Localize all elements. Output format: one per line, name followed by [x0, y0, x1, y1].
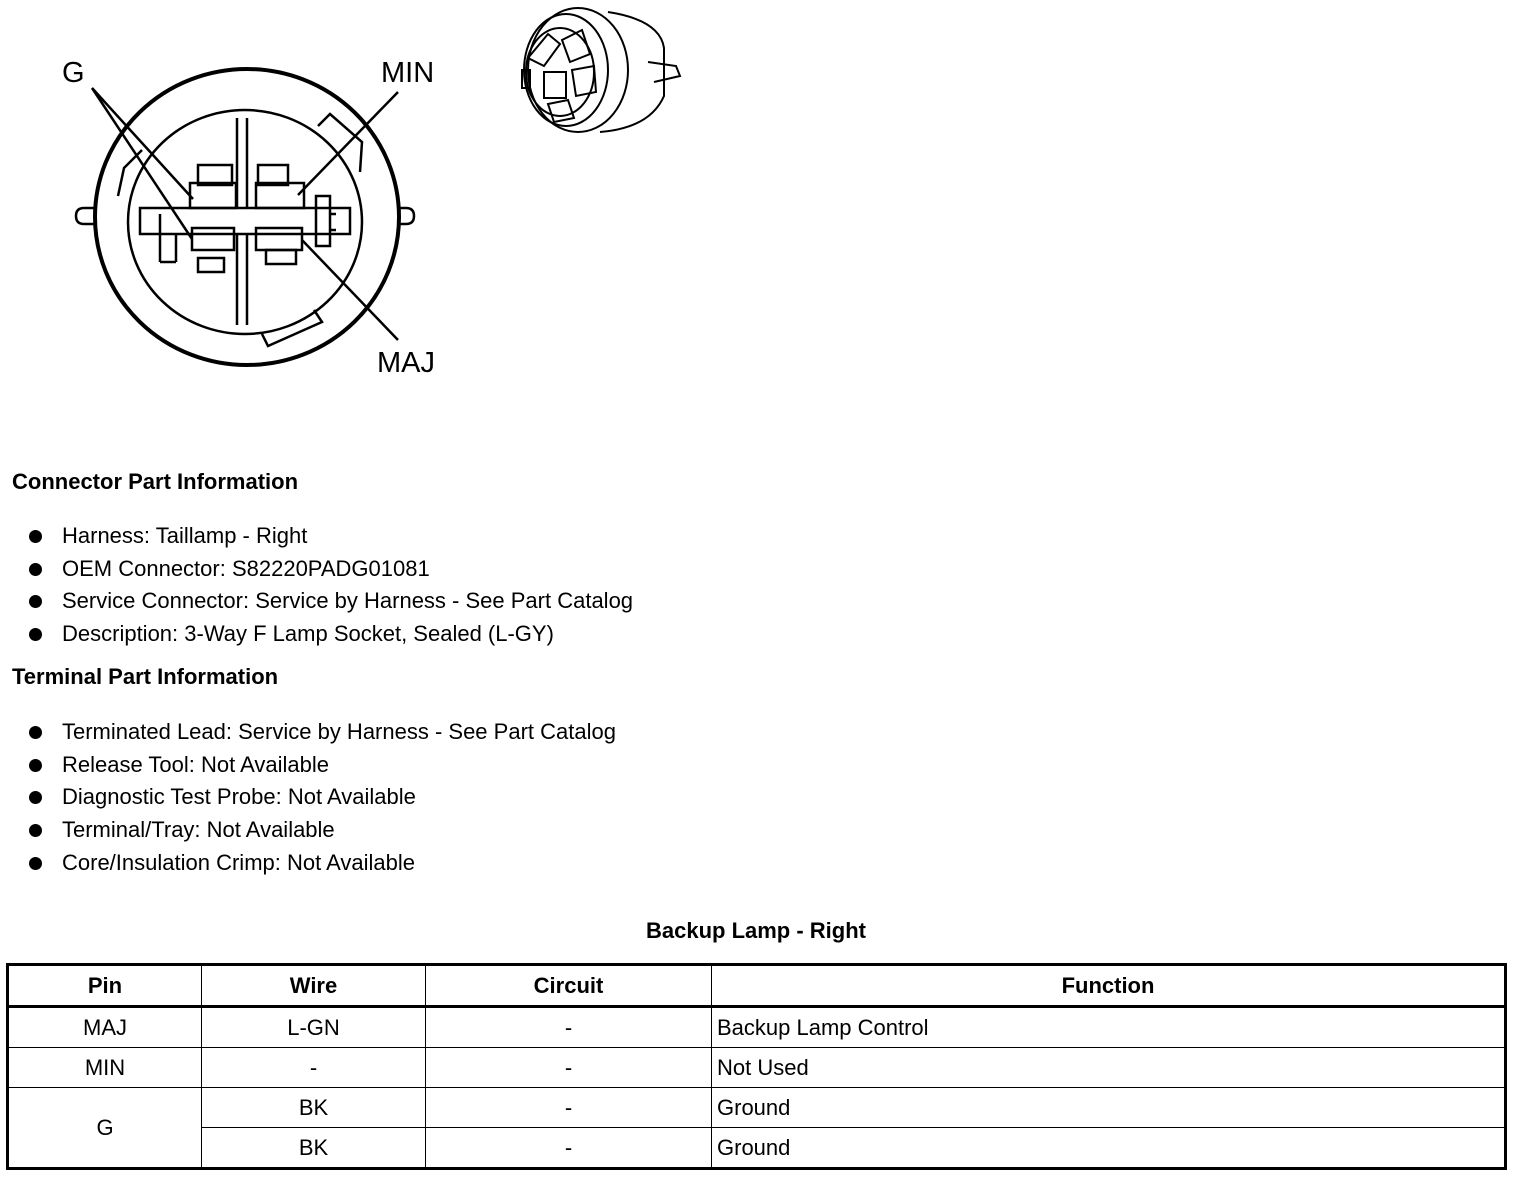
cell-function: Not Used: [712, 1048, 1506, 1088]
lower-lock-tab-shape: [262, 310, 322, 346]
list-item: Service Connector: Service by Harness - See Part Catalog: [28, 585, 633, 618]
header-function: Function: [712, 965, 1506, 1007]
connector-face-diagram: [0, 0, 700, 400]
cell-function: Ground: [712, 1128, 1506, 1169]
terminal-info-heading: Terminal Part Information: [12, 664, 279, 689]
cell-wire: -: [202, 1048, 426, 1088]
list-item: Diagnostic Test Probe: Not Available: [28, 781, 616, 814]
table-row: [8, 1048, 1506, 1088]
list-item: OEM Connector: S82220PADG01081: [28, 553, 633, 586]
list-item: Terminated Lead: Service by Harness - See Part Catalog: [28, 716, 616, 749]
cell-circuit: -: [426, 1128, 712, 1169]
pin-label-g: G: [62, 57, 85, 89]
cell-pin: MAJ: [8, 1007, 202, 1048]
cell-wire: BK: [202, 1128, 426, 1169]
left-tab-shape: [76, 208, 96, 224]
table-title: Backup Lamp - Right: [645, 918, 866, 943]
connector-info-heading: Connector Part Information: [12, 469, 299, 494]
cell-function: Ground: [712, 1088, 1506, 1128]
table-row: [8, 1007, 1506, 1048]
header-pin: Pin: [8, 965, 202, 1007]
cell-circuit: -: [426, 1007, 712, 1048]
cell-function: Backup Lamp Control: [712, 1007, 1506, 1048]
table-row: [8, 1128, 1506, 1169]
cell-wire: BK: [202, 1088, 426, 1128]
list-item: Release Tool: Not Available: [28, 749, 616, 782]
cell-wire: L-GN: [202, 1007, 426, 1048]
header-circuit: Circuit: [426, 965, 712, 1007]
connector-info-list: [28, 520, 633, 651]
table-header-row: [8, 965, 1506, 1007]
inner-ring-shape: [128, 110, 362, 334]
lamp-socket-illustration: [522, 8, 680, 132]
cell-circuit: -: [426, 1088, 712, 1128]
list-item: Harness: Taillamp - Right: [28, 520, 633, 553]
pin-label-min: MIN: [381, 57, 435, 89]
pin-table: [6, 963, 1507, 1170]
table-row: [8, 1088, 1506, 1128]
upper-lock-tab-shape: [318, 114, 362, 172]
header-wire: Wire: [202, 965, 426, 1007]
cell-pin: G: [8, 1088, 202, 1169]
g-leader-upper: [92, 88, 193, 199]
terminal-info-list: [28, 716, 616, 879]
cell-pin: MIN: [8, 1048, 202, 1088]
list-item: Description: 3-Way F Lamp Socket, Sealed (L-GY): [28, 618, 633, 651]
list-item: Core/Insulation Crimp: Not Available: [28, 847, 616, 880]
pin-label-maj: MAJ: [377, 347, 435, 379]
cell-circuit: -: [426, 1048, 712, 1088]
list-item: Terminal/Tray: Not Available: [28, 814, 616, 847]
